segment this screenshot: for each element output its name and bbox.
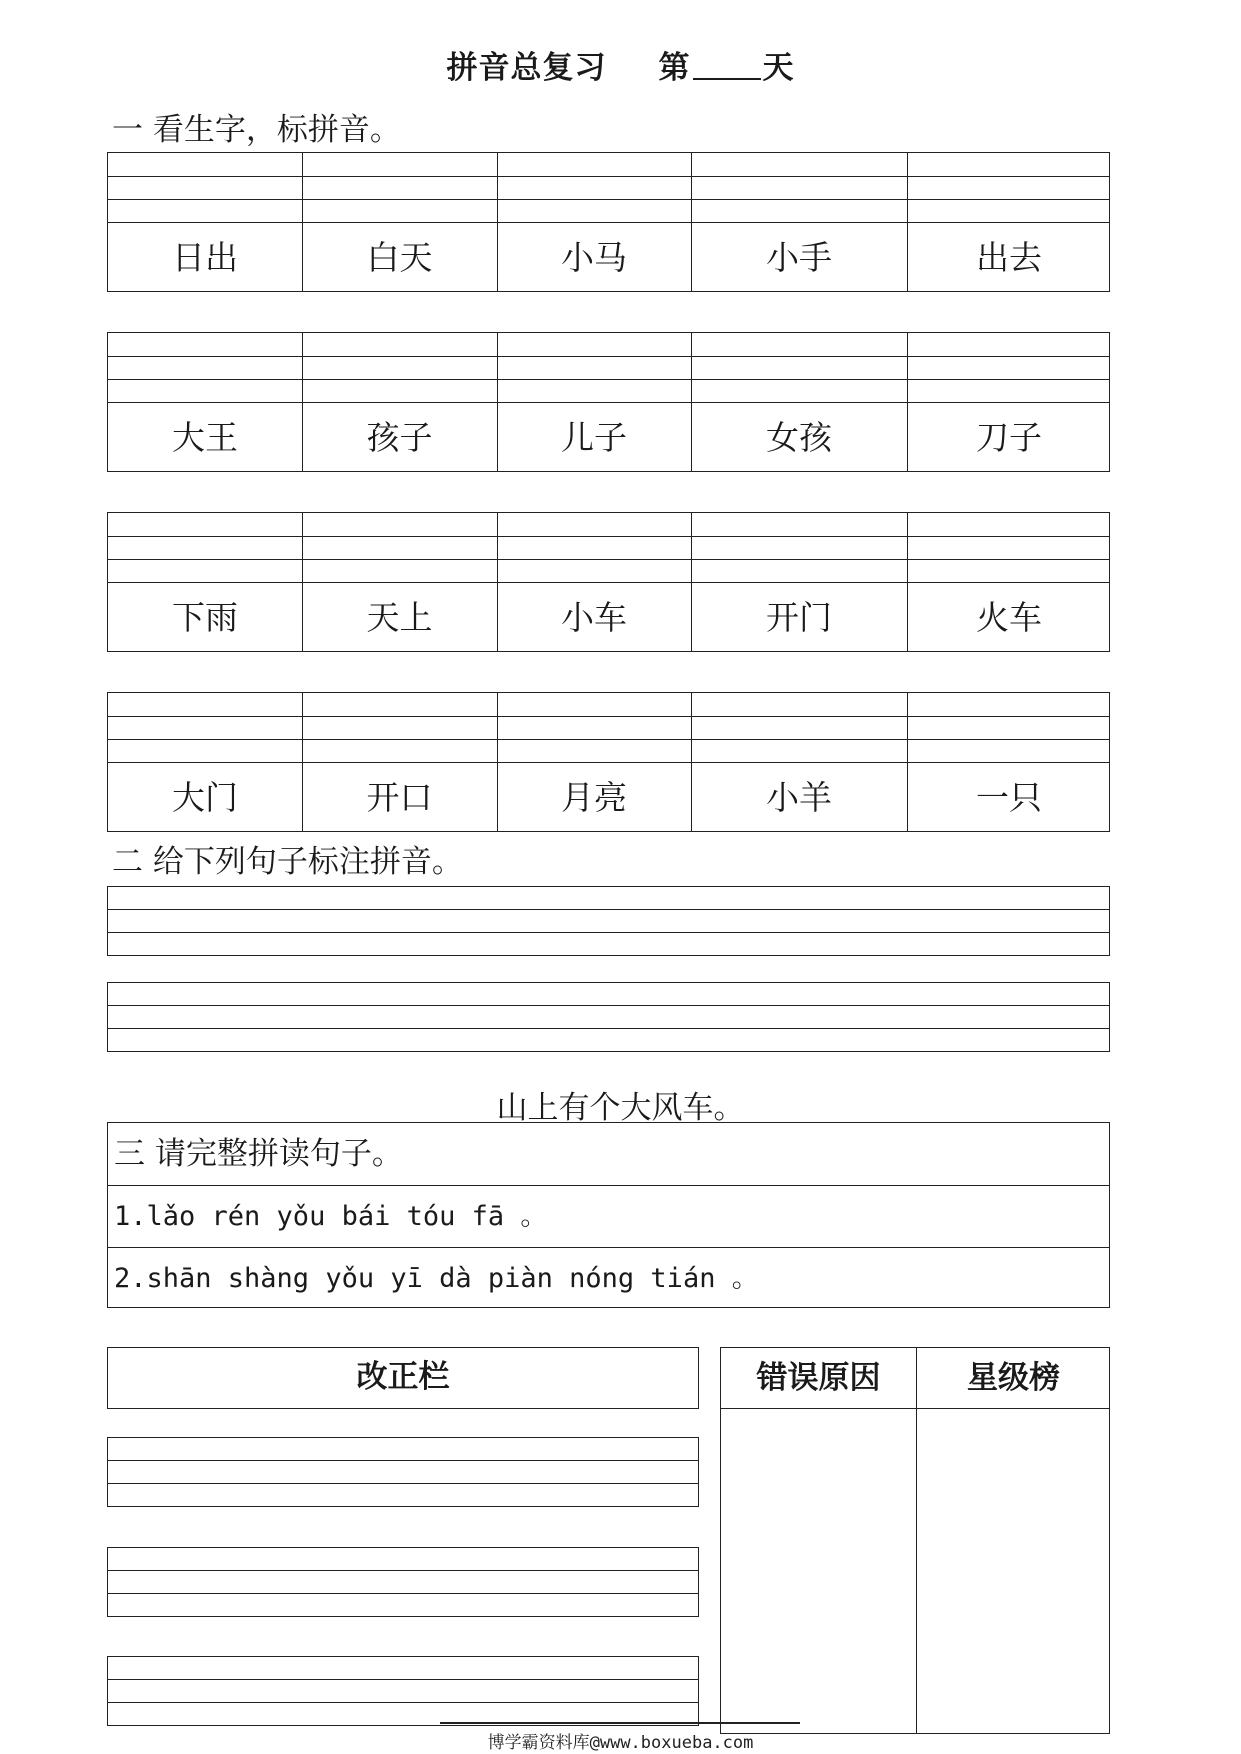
correction-title: 改正栏	[107, 1347, 699, 1409]
footer-text: 博学霸资料库@www.boxueba.com	[487, 1733, 754, 1753]
character-word: 小手	[766, 238, 832, 277]
correction-lines-1[interactable]	[107, 1437, 699, 1507]
character-word: 小车	[561, 598, 627, 637]
reason-cell[interactable]	[721, 1410, 915, 1733]
pinyin-answer-cell[interactable]	[691, 153, 907, 222]
day-prefix: 第	[658, 50, 691, 86]
pinyin-answer-cell[interactable]	[497, 513, 691, 582]
pinyin-answer-cell[interactable]	[108, 153, 302, 222]
pinyin-answer-cell[interactable]	[907, 153, 1111, 222]
section3-heading: 三 请完整拼读句子。	[114, 1136, 403, 1172]
pinyin-answer-cell[interactable]	[497, 693, 691, 762]
pinyin-answer-cell[interactable]	[302, 333, 497, 402]
pinyin-answer-cell[interactable]	[691, 513, 907, 582]
review-table	[720, 1347, 1110, 1734]
pinyin-answer-cell[interactable]	[907, 513, 1111, 582]
section2-heading: 二 给下列句子标注拼音。	[112, 844, 463, 880]
rank-header: 星级榜	[967, 1360, 1060, 1396]
footer	[0, 1728, 1241, 1753]
character-word: 儿子	[561, 418, 627, 457]
section1-heading: 一 看生字，标拼音。	[112, 112, 401, 148]
pinyin-writing-lines-2[interactable]	[107, 982, 1110, 1052]
character-word: 白天	[366, 238, 433, 277]
practice-sentence: 山上有个大风车。	[496, 1090, 745, 1126]
rank-cell[interactable]	[918, 1410, 1109, 1733]
pinyin-answer-cell[interactable]	[907, 333, 1111, 402]
pinyin-answer-cell[interactable]	[302, 693, 497, 762]
page-title	[0, 42, 1241, 87]
character-word: 开口	[366, 778, 433, 817]
character-grid-1	[107, 152, 1110, 292]
character-word: 大门	[172, 778, 238, 817]
correction-lines-3[interactable]	[107, 1656, 699, 1726]
pinyin-answer-cell[interactable]	[907, 693, 1111, 762]
character-grid-4	[107, 692, 1110, 832]
pinyin-writing-lines-1[interactable]	[107, 886, 1110, 956]
character-word: 刀子	[976, 418, 1042, 457]
pinyin-answer-cell[interactable]	[108, 513, 302, 582]
character-grid-2	[107, 332, 1110, 472]
day-blank[interactable]	[693, 52, 761, 80]
pinyin-answer-cell[interactable]	[108, 693, 302, 762]
character-word: 下雨	[172, 598, 238, 637]
pinyin-answer-cell[interactable]	[108, 333, 302, 402]
character-word: 出去	[976, 238, 1042, 277]
character-word: 月亮	[561, 778, 627, 817]
pinyin-answer-cell[interactable]	[302, 513, 497, 582]
character-word: 孩子	[366, 418, 433, 457]
character-word: 开门	[766, 598, 832, 637]
title-text: 拼音总复习	[446, 50, 607, 86]
character-grid-3	[107, 512, 1110, 652]
reason-header: 错误原因	[756, 1360, 881, 1396]
character-word: 日出	[172, 238, 238, 277]
character-word: 小马	[561, 238, 627, 277]
pinyin-line-2: 2.shān shàng yǒu yī dà piàn nóng tián 。	[108, 1247, 1109, 1310]
day-suffix: 天	[762, 50, 795, 86]
pinyin-answer-cell[interactable]	[497, 333, 691, 402]
character-word: 一只	[976, 778, 1042, 817]
correction-lines-2[interactable]	[107, 1547, 699, 1617]
reading-box	[107, 1122, 1110, 1308]
pinyin-answer-cell[interactable]	[691, 333, 907, 402]
pinyin-answer-cell[interactable]	[302, 153, 497, 222]
character-word: 火车	[976, 598, 1042, 637]
character-word: 女孩	[766, 418, 832, 457]
pinyin-answer-cell[interactable]	[691, 693, 907, 762]
pinyin-line-1: 1.lǎo rén yǒu bái tóu fā 。	[108, 1185, 1109, 1248]
pinyin-answer-cell[interactable]	[497, 153, 691, 222]
character-word: 大王	[172, 418, 238, 457]
character-word: 小羊	[766, 778, 832, 817]
character-word: 天上	[366, 598, 433, 637]
